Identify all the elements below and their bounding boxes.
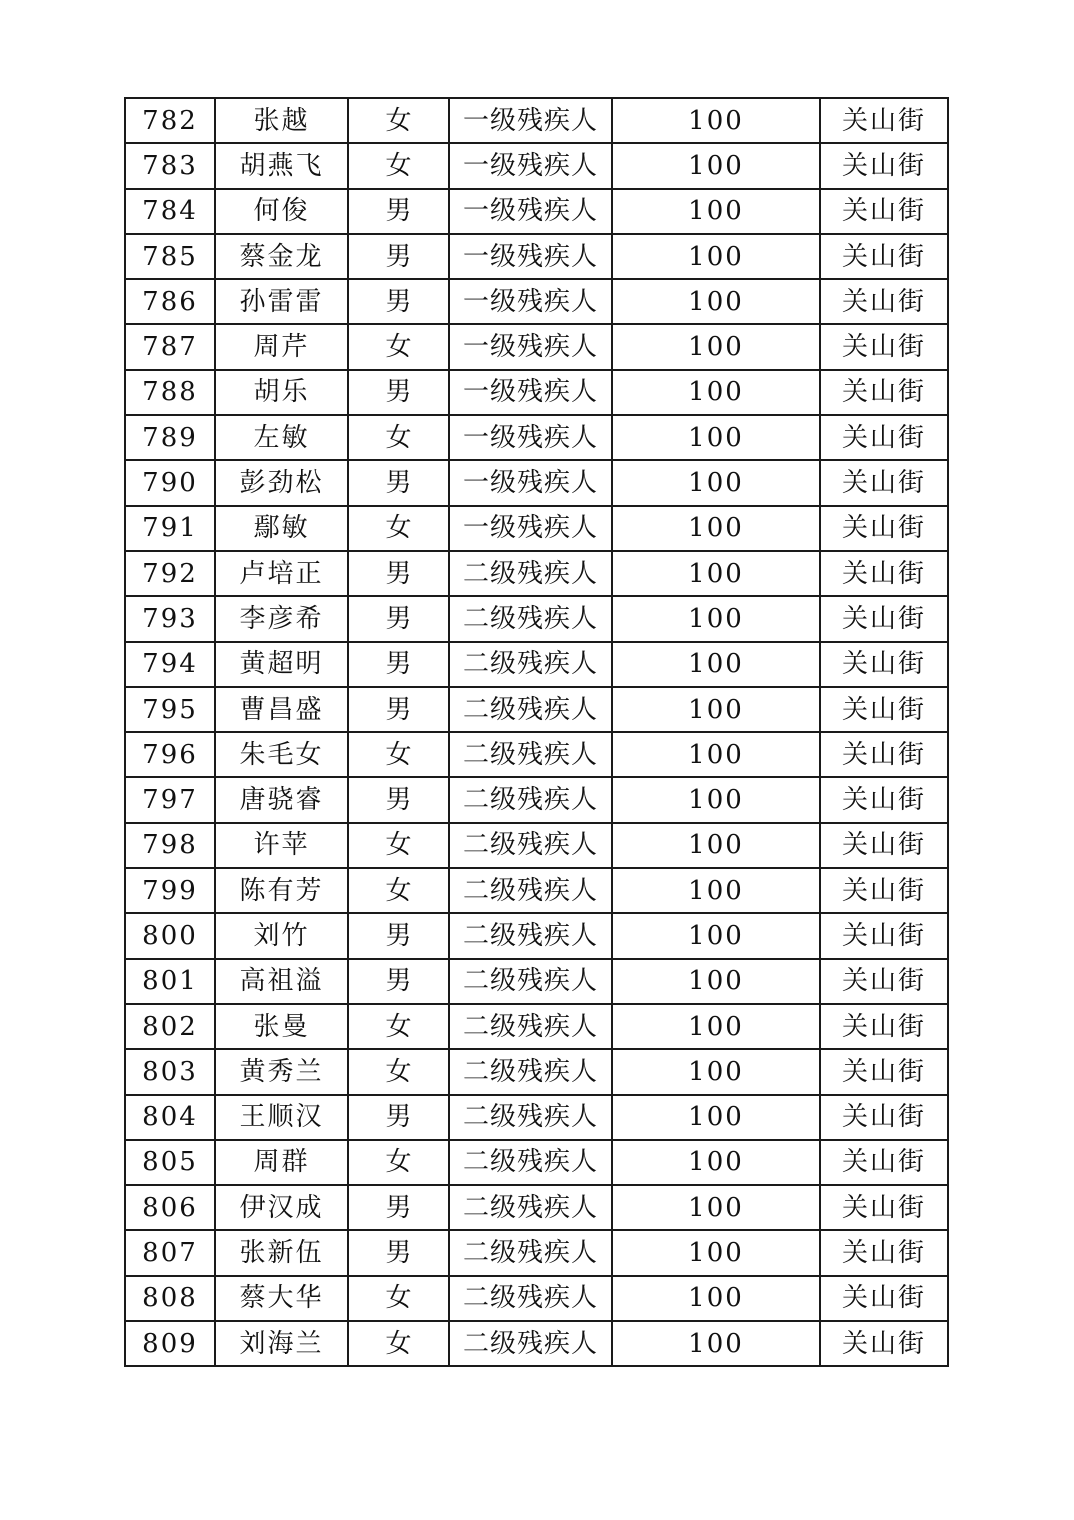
row-number: 803 bbox=[125, 1049, 215, 1094]
street-cell: 关山街 bbox=[820, 189, 948, 234]
amount-cell: 100 bbox=[612, 642, 820, 687]
amount-cell: 100 bbox=[612, 1095, 820, 1140]
street-cell: 关山街 bbox=[820, 1140, 948, 1185]
disability-level: 二级残疾人 bbox=[449, 777, 612, 822]
row-number: 792 bbox=[125, 551, 215, 596]
disability-level: 二级残疾人 bbox=[449, 551, 612, 596]
person-name: 鄢敏 bbox=[215, 506, 348, 551]
street-cell: 关山街 bbox=[820, 913, 948, 958]
gender-cell: 女 bbox=[348, 1049, 449, 1094]
disability-level: 二级残疾人 bbox=[449, 1276, 612, 1321]
amount-cell: 100 bbox=[612, 279, 820, 324]
street-cell: 关山街 bbox=[820, 279, 948, 324]
disability-level: 二级残疾人 bbox=[449, 1230, 612, 1275]
table-row bbox=[125, 143, 948, 188]
person-name: 何俊 bbox=[215, 189, 348, 234]
amount-cell: 100 bbox=[612, 234, 820, 279]
amount-cell: 100 bbox=[612, 1049, 820, 1094]
disability-level: 一级残疾人 bbox=[449, 189, 612, 234]
gender-cell: 女 bbox=[348, 415, 449, 460]
amount-cell: 100 bbox=[612, 1185, 820, 1230]
table-row bbox=[125, 868, 948, 913]
row-number: 783 bbox=[125, 143, 215, 188]
person-name: 彭劲松 bbox=[215, 460, 348, 505]
amount-cell: 100 bbox=[612, 823, 820, 868]
row-number: 790 bbox=[125, 460, 215, 505]
table-row bbox=[125, 777, 948, 822]
street-cell: 关山街 bbox=[820, 1095, 948, 1140]
disability-level: 二级残疾人 bbox=[449, 732, 612, 777]
table-row bbox=[125, 1004, 948, 1049]
person-name: 张越 bbox=[215, 98, 348, 143]
person-name: 孙雷雷 bbox=[215, 279, 348, 324]
row-number: 784 bbox=[125, 189, 215, 234]
row-number: 808 bbox=[125, 1276, 215, 1321]
gender-cell: 男 bbox=[348, 370, 449, 415]
table-row bbox=[125, 415, 948, 460]
gender-cell: 女 bbox=[348, 732, 449, 777]
row-number: 794 bbox=[125, 642, 215, 687]
street-cell: 关山街 bbox=[820, 1321, 948, 1366]
person-name: 高祖溢 bbox=[215, 959, 348, 1004]
street-cell: 关山街 bbox=[820, 687, 948, 732]
table-row bbox=[125, 959, 948, 1004]
amount-cell: 100 bbox=[612, 1321, 820, 1366]
table-row bbox=[125, 279, 948, 324]
table-row bbox=[125, 1276, 948, 1321]
street-cell: 关山街 bbox=[820, 642, 948, 687]
table-row bbox=[125, 1230, 948, 1275]
amount-cell: 100 bbox=[612, 460, 820, 505]
table-row bbox=[125, 189, 948, 234]
row-number: 807 bbox=[125, 1230, 215, 1275]
gender-cell: 男 bbox=[348, 1230, 449, 1275]
disability-level: 二级残疾人 bbox=[449, 1049, 612, 1094]
amount-cell: 100 bbox=[612, 1004, 820, 1049]
street-cell: 关山街 bbox=[820, 868, 948, 913]
disability-level: 一级残疾人 bbox=[449, 279, 612, 324]
roster-table bbox=[124, 97, 949, 1367]
disability-level: 二级残疾人 bbox=[449, 1321, 612, 1366]
disability-level: 二级残疾人 bbox=[449, 959, 612, 1004]
disability-level: 二级残疾人 bbox=[449, 823, 612, 868]
gender-cell: 女 bbox=[348, 1004, 449, 1049]
disability-level: 二级残疾人 bbox=[449, 1140, 612, 1185]
gender-cell: 女 bbox=[348, 823, 449, 868]
street-cell: 关山街 bbox=[820, 370, 948, 415]
row-number: 798 bbox=[125, 823, 215, 868]
amount-cell: 100 bbox=[612, 1230, 820, 1275]
person-name: 伊汉成 bbox=[215, 1185, 348, 1230]
person-name: 张新伍 bbox=[215, 1230, 348, 1275]
gender-cell: 男 bbox=[348, 913, 449, 958]
gender-cell: 男 bbox=[348, 234, 449, 279]
street-cell: 关山街 bbox=[820, 143, 948, 188]
gender-cell: 男 bbox=[348, 596, 449, 641]
disability-level: 一级残疾人 bbox=[449, 415, 612, 460]
person-name: 黄秀兰 bbox=[215, 1049, 348, 1094]
person-name: 刘海兰 bbox=[215, 1321, 348, 1366]
person-name: 周芹 bbox=[215, 324, 348, 369]
person-name: 蔡金龙 bbox=[215, 234, 348, 279]
disability-level: 二级残疾人 bbox=[449, 868, 612, 913]
amount-cell: 100 bbox=[612, 913, 820, 958]
amount-cell: 100 bbox=[612, 189, 820, 234]
disability-level: 一级残疾人 bbox=[449, 460, 612, 505]
amount-cell: 100 bbox=[612, 1140, 820, 1185]
street-cell: 关山街 bbox=[820, 1230, 948, 1275]
street-cell: 关山街 bbox=[820, 732, 948, 777]
disability-level: 二级残疾人 bbox=[449, 1185, 612, 1230]
row-number: 793 bbox=[125, 596, 215, 641]
street-cell: 关山街 bbox=[820, 98, 948, 143]
disability-level: 二级残疾人 bbox=[449, 642, 612, 687]
person-name: 陈有芳 bbox=[215, 868, 348, 913]
street-cell: 关山街 bbox=[820, 596, 948, 641]
street-cell: 关山街 bbox=[820, 959, 948, 1004]
amount-cell: 100 bbox=[612, 98, 820, 143]
person-name: 唐骁睿 bbox=[215, 777, 348, 822]
street-cell: 关山街 bbox=[820, 1049, 948, 1094]
table-row bbox=[125, 732, 948, 777]
person-name: 黄超明 bbox=[215, 642, 348, 687]
person-name: 周群 bbox=[215, 1140, 348, 1185]
table-row bbox=[125, 324, 948, 369]
disability-level: 一级残疾人 bbox=[449, 324, 612, 369]
disability-level: 二级残疾人 bbox=[449, 913, 612, 958]
amount-cell: 100 bbox=[612, 324, 820, 369]
gender-cell: 女 bbox=[348, 1140, 449, 1185]
amount-cell: 100 bbox=[612, 370, 820, 415]
street-cell: 关山街 bbox=[820, 551, 948, 596]
table-row bbox=[125, 460, 948, 505]
gender-cell: 男 bbox=[348, 959, 449, 1004]
amount-cell: 100 bbox=[612, 506, 820, 551]
gender-cell: 女 bbox=[348, 1276, 449, 1321]
gender-cell: 男 bbox=[348, 279, 449, 324]
gender-cell: 男 bbox=[348, 642, 449, 687]
gender-cell: 男 bbox=[348, 460, 449, 505]
table-row bbox=[125, 913, 948, 958]
row-number: 809 bbox=[125, 1321, 215, 1366]
gender-cell: 女 bbox=[348, 1321, 449, 1366]
street-cell: 关山街 bbox=[820, 506, 948, 551]
amount-cell: 100 bbox=[612, 959, 820, 1004]
disability-level: 二级残疾人 bbox=[449, 596, 612, 641]
gender-cell: 女 bbox=[348, 506, 449, 551]
person-name: 李彦希 bbox=[215, 596, 348, 641]
table-row bbox=[125, 370, 948, 415]
disability-level: 一级残疾人 bbox=[449, 98, 612, 143]
disability-level: 一级残疾人 bbox=[449, 143, 612, 188]
street-cell: 关山街 bbox=[820, 415, 948, 460]
street-cell: 关山街 bbox=[820, 234, 948, 279]
table-row bbox=[125, 1049, 948, 1094]
street-cell: 关山街 bbox=[820, 777, 948, 822]
gender-cell: 男 bbox=[348, 189, 449, 234]
row-number: 782 bbox=[125, 98, 215, 143]
amount-cell: 100 bbox=[612, 596, 820, 641]
table-row bbox=[125, 1321, 948, 1366]
person-name: 王顺汉 bbox=[215, 1095, 348, 1140]
table-row bbox=[125, 551, 948, 596]
row-number: 806 bbox=[125, 1185, 215, 1230]
amount-cell: 100 bbox=[612, 1276, 820, 1321]
gender-cell: 男 bbox=[348, 687, 449, 732]
table-row bbox=[125, 98, 948, 143]
street-cell: 关山街 bbox=[820, 823, 948, 868]
table-row bbox=[125, 1095, 948, 1140]
street-cell: 关山街 bbox=[820, 324, 948, 369]
amount-cell: 100 bbox=[612, 777, 820, 822]
row-number: 797 bbox=[125, 777, 215, 822]
gender-cell: 女 bbox=[348, 324, 449, 369]
gender-cell: 男 bbox=[348, 1095, 449, 1140]
disability-level: 一级残疾人 bbox=[449, 234, 612, 279]
disability-level: 一级残疾人 bbox=[449, 370, 612, 415]
person-name: 胡燕飞 bbox=[215, 143, 348, 188]
table-row bbox=[125, 687, 948, 732]
row-number: 800 bbox=[125, 913, 215, 958]
disability-level: 二级残疾人 bbox=[449, 1004, 612, 1049]
amount-cell: 100 bbox=[612, 415, 820, 460]
row-number: 796 bbox=[125, 732, 215, 777]
gender-cell: 男 bbox=[348, 777, 449, 822]
disability-level: 一级残疾人 bbox=[449, 506, 612, 551]
amount-cell: 100 bbox=[612, 868, 820, 913]
table-row bbox=[125, 823, 948, 868]
person-name: 朱毛女 bbox=[215, 732, 348, 777]
person-name: 许苹 bbox=[215, 823, 348, 868]
table-row bbox=[125, 642, 948, 687]
person-name: 刘竹 bbox=[215, 913, 348, 958]
street-cell: 关山街 bbox=[820, 1276, 948, 1321]
row-number: 786 bbox=[125, 279, 215, 324]
row-number: 802 bbox=[125, 1004, 215, 1049]
gender-cell: 女 bbox=[348, 98, 449, 143]
street-cell: 关山街 bbox=[820, 1185, 948, 1230]
amount-cell: 100 bbox=[612, 143, 820, 188]
disability-level: 二级残疾人 bbox=[449, 687, 612, 732]
row-number: 805 bbox=[125, 1140, 215, 1185]
row-number: 801 bbox=[125, 959, 215, 1004]
disability-level: 二级残疾人 bbox=[449, 1095, 612, 1140]
table-row bbox=[125, 1185, 948, 1230]
gender-cell: 男 bbox=[348, 1185, 449, 1230]
table-row bbox=[125, 596, 948, 641]
row-number: 785 bbox=[125, 234, 215, 279]
row-number: 804 bbox=[125, 1095, 215, 1140]
row-number: 799 bbox=[125, 868, 215, 913]
row-number: 787 bbox=[125, 324, 215, 369]
row-number: 795 bbox=[125, 687, 215, 732]
table-row bbox=[125, 506, 948, 551]
gender-cell: 女 bbox=[348, 143, 449, 188]
row-number: 789 bbox=[125, 415, 215, 460]
roster-body bbox=[125, 98, 948, 1366]
amount-cell: 100 bbox=[612, 687, 820, 732]
person-name: 胡乐 bbox=[215, 370, 348, 415]
table-row bbox=[125, 234, 948, 279]
gender-cell: 女 bbox=[348, 868, 449, 913]
row-number: 791 bbox=[125, 506, 215, 551]
person-name: 张曼 bbox=[215, 1004, 348, 1049]
amount-cell: 100 bbox=[612, 551, 820, 596]
person-name: 卢培正 bbox=[215, 551, 348, 596]
row-number: 788 bbox=[125, 370, 215, 415]
amount-cell: 100 bbox=[612, 732, 820, 777]
gender-cell: 男 bbox=[348, 551, 449, 596]
person-name: 曹昌盛 bbox=[215, 687, 348, 732]
street-cell: 关山街 bbox=[820, 1004, 948, 1049]
street-cell: 关山街 bbox=[820, 460, 948, 505]
person-name: 蔡大华 bbox=[215, 1276, 348, 1321]
table-row bbox=[125, 1140, 948, 1185]
person-name: 左敏 bbox=[215, 415, 348, 460]
